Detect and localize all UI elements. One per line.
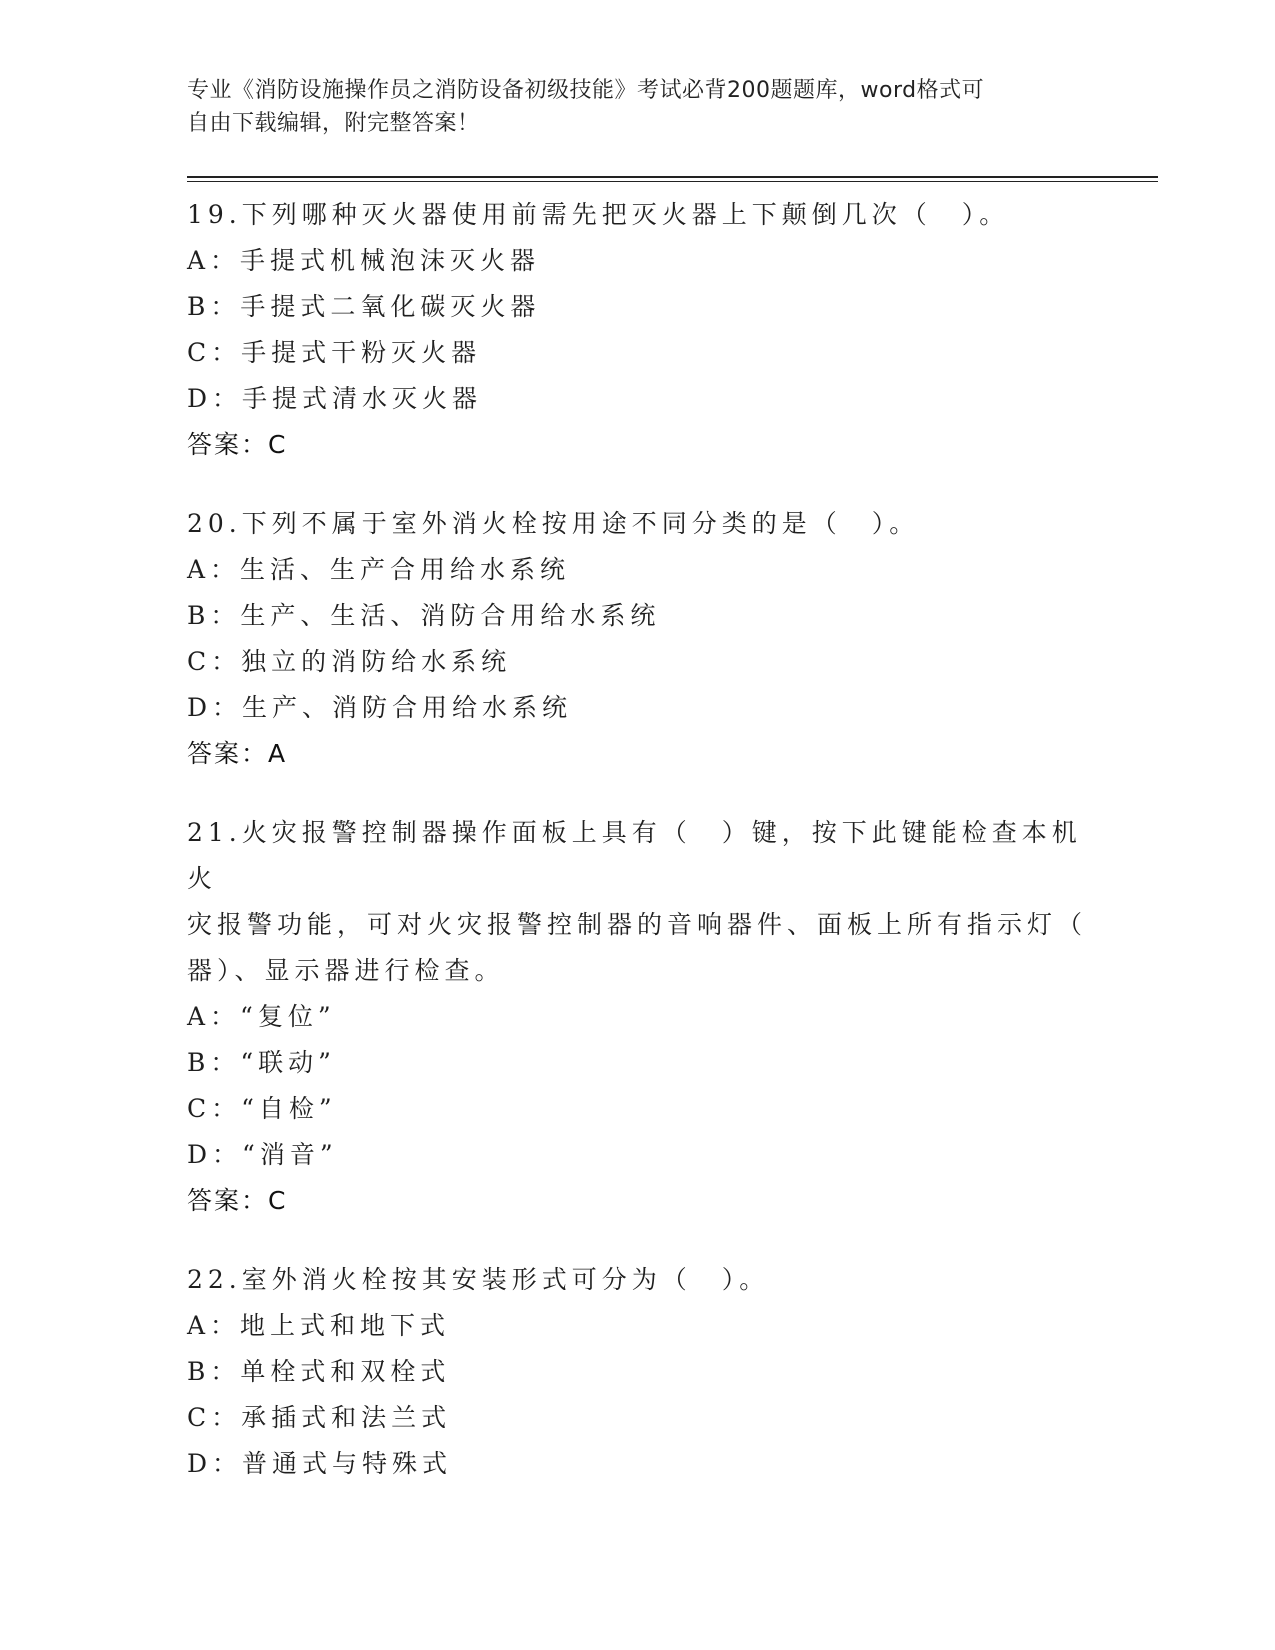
header-line-1: 专业《消防设施操作员之消防设备初级技能》考试必背200题题库，word格式可 bbox=[187, 78, 985, 103]
option-b: B：手提式二氧化碳灭火器 bbox=[187, 292, 541, 321]
answer: 答案：C bbox=[187, 430, 288, 459]
option-b: B：“联动” bbox=[187, 1048, 336, 1077]
answer: 答案：A bbox=[187, 739, 288, 768]
question-20 bbox=[187, 501, 1087, 777]
question-stem-line-2: 灾报警功能，可对火灾报警控制器的音响器件、面板上所有指示灯（ bbox=[187, 910, 1088, 939]
option-d: D：手提式清水灭火器 bbox=[187, 384, 483, 413]
question-stem: 19.下列哪种灭火器使用前需先把灭火器上下颠倒几次（ ）。 bbox=[187, 200, 1010, 229]
question-22 bbox=[187, 1257, 1087, 1487]
answer: 答案：C bbox=[187, 1186, 288, 1215]
question-19 bbox=[187, 192, 1087, 468]
option-c: C：手提式干粉灭火器 bbox=[187, 338, 482, 367]
option-d: D：生产、消防合用给水系统 bbox=[187, 693, 573, 722]
option-b: B：单栓式和双栓式 bbox=[187, 1357, 451, 1386]
option-a: A：“复位” bbox=[187, 1002, 336, 1031]
header-line-2: 自由下载编辑，附完整答案！ bbox=[187, 111, 480, 136]
document-header bbox=[187, 74, 1067, 140]
question-stem-line-3: 器）、显示器进行检查。 bbox=[187, 956, 505, 985]
option-a: A：生活、生产合用给水系统 bbox=[187, 555, 571, 584]
question-stem: 22.室外消火栓按其安装形式可分为（ ）。 bbox=[187, 1265, 770, 1294]
option-c: C：“自检” bbox=[187, 1094, 337, 1123]
option-d: D：“消音” bbox=[187, 1140, 338, 1169]
option-c: C：独立的消防给水系统 bbox=[187, 647, 512, 676]
question-list bbox=[187, 192, 1087, 1520]
question-21 bbox=[187, 810, 1087, 1224]
option-b: B：生产、生活、消防合用给水系统 bbox=[187, 601, 661, 630]
header-divider bbox=[187, 176, 1158, 178]
question-stem: 20.下列不属于室外消火栓按用途不同分类的是（ ）。 bbox=[187, 509, 920, 538]
option-a: A：地上式和地下式 bbox=[187, 1311, 451, 1340]
option-a: A：手提式机械泡沫灭火器 bbox=[187, 246, 541, 275]
header-divider-thin bbox=[187, 181, 1158, 182]
option-c: C：承插式和法兰式 bbox=[187, 1403, 452, 1432]
question-stem-line-1: 21.火灾报警控制器操作面板上具有（ ）键，按下此键能检查本机火 bbox=[187, 818, 1082, 893]
option-d: D：普通式与特殊式 bbox=[187, 1449, 453, 1478]
